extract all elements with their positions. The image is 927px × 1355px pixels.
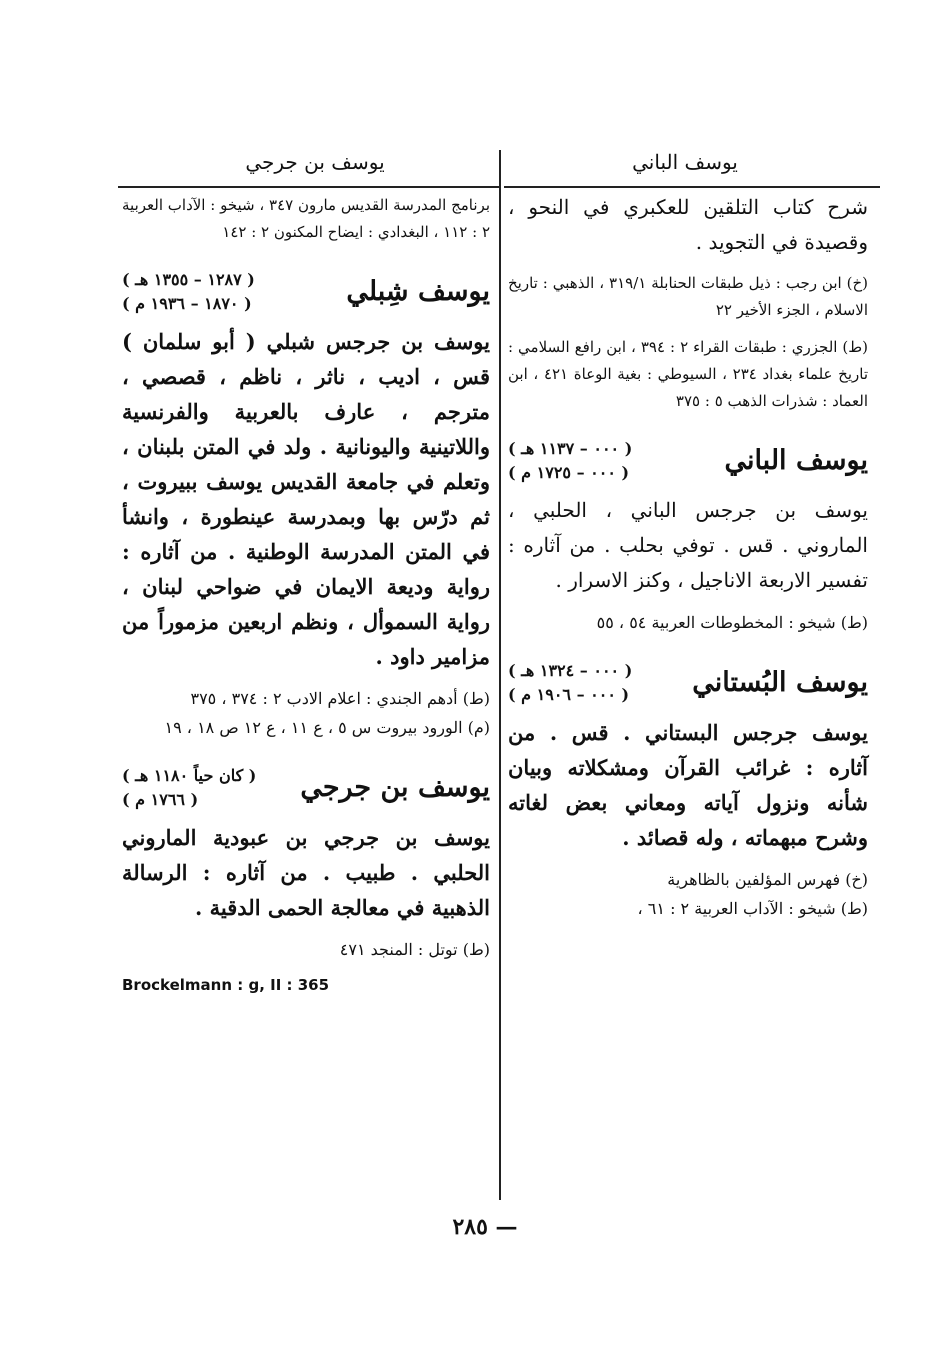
date-hijri: ( كان حياً ١١٨٠ هـ ) <box>122 766 257 785</box>
column-divider <box>499 150 501 1200</box>
date-gregorian: ( ٠٠٠ – ١٩٠٦ م ) <box>508 685 630 704</box>
reference-printed: (ط) شيخو : المخطوطات العربية ٥٤ ، ٥٥ <box>596 613 868 632</box>
reference-printed: (ط) شيخو : الآداب العربية ٢ : ٦١ ، <box>637 899 868 918</box>
right-column <box>508 190 868 933</box>
entry-header <box>508 659 868 707</box>
date-gregorian: ( ١٧٦٦ م ) <box>122 790 199 809</box>
entry-header <box>508 437 868 485</box>
reference-latin: Brockelmann : g, II : 365 <box>122 976 330 994</box>
continued-reference: برنامج المدرسة القديس مارون ٣٤٧ ، شيخو : الآداب العربية ٢ : ١١٢ ، البغدادي : ايضاح المكنون ٢ : ١٤٢ <box>122 196 490 241</box>
date-gregorian: ( ١٨٧٠ – ١٩٣٦ م ) <box>122 294 252 313</box>
reference-periodical: (م) الورود بيروت س ٥ ، ع ١١ ، ع ١٢ ص ١٨ ، ١٩ <box>164 718 490 737</box>
reference-printed: (ط) أدهم الجندي : اعلام الادب ٢ : ٣٧٤ ، ٣٧٥ <box>190 689 490 708</box>
entry-name: يوسف البُستاني <box>692 667 868 698</box>
left-header-rule <box>118 186 500 188</box>
date-hijri: ( ١٢٨٧ – ١٣٥٥ هـ ) <box>122 270 255 289</box>
page-number: — ٢٨٥ <box>452 1214 518 1240</box>
reference-printed: (ط) الجزري : طبقات القراء ٢ : ٣٩٤ ، ابن رافع السلامي : تاريخ علماء بغداد ٢٣٤ ، السيوطي : بغية الوعاة ٤٢١ ، ابن العماد : شذرات الذهب ٥ : ٣٧٥ <box>508 338 869 410</box>
entry-dates <box>508 437 632 485</box>
date-hijri: ( ٠٠٠ – ١٣٢٤ هـ ) <box>508 661 633 680</box>
reference-printed: (ط) توتل : المنجد ٤٧١ <box>339 940 490 959</box>
entry-name: يوسف الباني <box>724 445 868 476</box>
entry-name: يوسف شِبلي <box>346 276 490 307</box>
entry-dates <box>122 268 255 316</box>
entry-body: يوسف بن جرجس الباني ، الحلبي ، الماروني . قس . توفي بحلب . من آثاره : تفسير الاربعة الاناجيل ، وكنز الاسرار . <box>508 498 868 592</box>
date-gregorian: ( ٠٠٠ – ١٧٢٥ م ) <box>508 463 630 482</box>
date-hijri: ( ٠٠٠ – ١١٣٧ هـ ) <box>508 439 633 458</box>
left-column <box>122 192 490 1002</box>
reference-manuscript: (خ) فهرس المؤلفين بالظاهرية <box>667 870 868 889</box>
continued-text: شرح كتاب التلقين للعكبري في النحو ، وقصيدة في التجويد . <box>508 195 868 254</box>
entry-dates <box>122 764 256 812</box>
entry-header <box>122 764 490 812</box>
left-column-header: يوسف بن جرجي <box>245 150 385 174</box>
right-column-header: يوسف الباني <box>632 150 738 174</box>
entry-name: يوسف بن جرجي <box>300 772 490 803</box>
entry-body: يوسف بن جرجس شبلي ( أبو سلمان ) قس ، اديب ، ناثر ، ناظم ، قصصي ، مترجم ، عارف بالعربية والفرنسية واللاتينية واليونانية . ولد في المتن بلبنان ، وتعلم في جامعة القديس يوسف ببيروت ، ثم درّس بها وبمدرسة عينطورة ، وانشأ في المتن المدرسة الوطنية . من آثاره : رواية وديعة الايمان في ضواحي لبنان ، رواية السموأل ، ونظم اربعين مزموراً من مزامير داود . <box>122 329 490 669</box>
reference-manuscript: (خ) ابن رجب : ذيل طبقات الحنابلة ٣١٩/١ ، الذهبي : تاريخ الاسلام ، الجزء الأخير ٢٢ <box>508 274 868 319</box>
entry-body: يوسف بن جرجي بن عبودية الماروني الحلبي . طبيب . من آثاره : الرسالة الذهبية في معالجة الحمى الدقية . <box>122 825 490 920</box>
entry-header <box>122 268 490 316</box>
right-header-rule <box>504 186 880 188</box>
entry-body: يوسف جرجس البستاني . قس . من آثاره : غرائب القرآن ومشكلاته وبيان شأنه ونزول آياته ومعاني بعض لغاته وشرح مبهماته ، وله قصائد . <box>508 720 868 850</box>
entry-dates <box>508 659 632 707</box>
